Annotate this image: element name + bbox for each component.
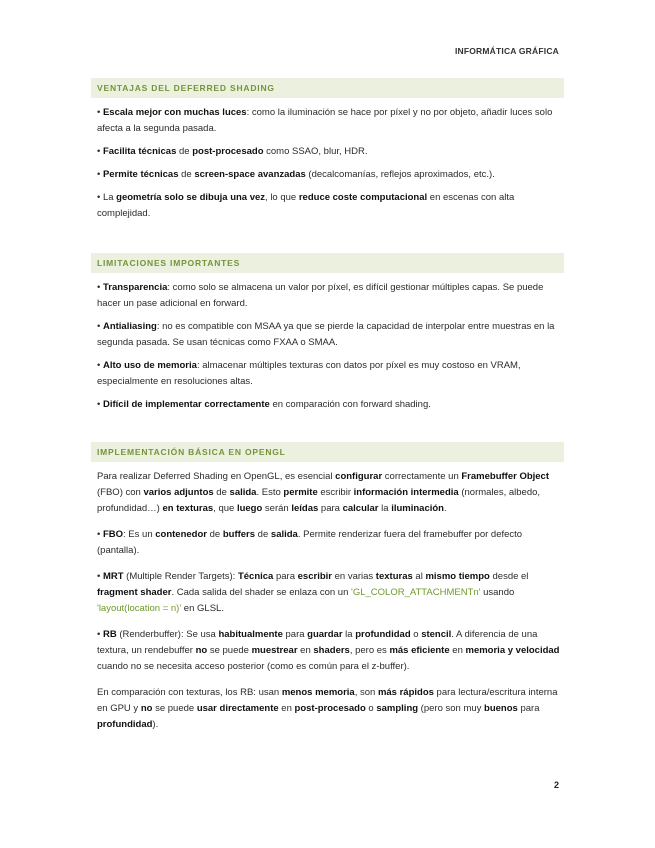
text-run: la [378,503,392,514]
text-run: para [282,629,308,640]
text-run: . Cada salida del shader se enlaza con un [171,587,352,598]
text-run: • La [97,192,117,203]
text-run: como SSAO, blur, HDR. [263,146,368,157]
text-run: de [206,529,223,540]
code-text: 'layout(location = n)' [97,603,182,614]
text-run: (decalcomanías, reflejos aproximados, etc.). [305,169,495,180]
bold-text: texturas [375,571,413,582]
bold-text: configurar [335,471,383,482]
text-run: • [97,282,103,293]
section-ventajas [91,78,564,229]
bold-text: escribir [297,571,332,582]
text-run: para lectura/escritura interna en GPU y [97,687,558,714]
bold-text: buenos [484,703,518,714]
text-run: de [213,487,230,498]
text-run: • [97,360,103,371]
bold-text: varios adjuntos [143,487,214,498]
text-run: • [97,321,103,332]
text-run: la [342,629,356,640]
section-limitaciones [91,253,564,420]
text-run: en GLSL. [181,603,224,614]
text-run: se puede [152,703,197,714]
text-run: en [297,645,314,656]
text-run: (normales, albedo, profundidad…) [97,487,541,514]
text-run: • [97,169,103,180]
text-run: (Renderbuffer): Se usa [116,629,219,640]
bold-text: más eficiente [389,645,450,656]
bold-text: permite [283,487,318,498]
bold-text: iluminación [391,503,444,514]
bold-text: screen-space avanzadas [194,169,306,180]
bold-text: Facilita técnicas [102,146,177,157]
bold-text: menos memoria [281,687,355,698]
paragraph [91,527,564,559]
bold-text: Técnica [237,571,274,582]
paragraph [91,167,564,183]
text-run: : almacenar múltiples texturas con datos por píxel es muy costoso en VRAM, especialmente en resoluciones altas. [97,360,521,387]
text-run: serán [262,503,292,514]
bold-text: habitualmente [218,629,283,640]
bold-text: salida [270,529,298,540]
section-heading: VENTAJAS DEL DEFERRED SHADING [91,78,564,98]
bold-text: fragment shader [97,587,172,598]
bold-text: mismo tiempo [425,571,490,582]
section-heading: LIMITACIONES IMPORTANTES [91,253,564,273]
text-run: o [365,703,377,714]
text-run: se puede [207,645,252,656]
paragraph [91,469,564,517]
text-run: • [97,146,103,157]
bold-text: Difícil de implementar correctamente [102,399,270,410]
text-run: : como solo se almacena un valor por píxel, es difícil gestionar múltiples capas. Se puede hacer un pase adicional en forward. [97,282,544,309]
paragraph [91,319,564,351]
bold-text: no [195,645,208,656]
bold-text: Framebuffer Object [461,471,550,482]
text-run: ). [152,719,159,730]
text-run: . A diferencia de una textura, un rendebuffer [97,629,538,656]
page-number: 2 [553,780,559,790]
bold-text: stencil [421,629,452,640]
bold-text: Alto uso de memoria [102,360,197,371]
section-body [91,469,564,733]
bold-text: RB [102,629,117,640]
text-run: en varias [331,571,376,582]
paragraph [91,358,564,390]
section-heading: IMPLEMENTACIÓN BÁSICA EN OPENGL [91,442,564,462]
text-run: en comparación con forward shading. [269,399,431,410]
text-run: en [449,645,466,656]
paragraph [91,569,564,617]
bold-text: buffers [222,529,256,540]
text-run: para [318,503,343,514]
bold-text: post-procesado [294,703,366,714]
text-run: • [97,629,103,640]
bold-text: no [140,703,153,714]
paragraph [91,397,564,413]
bold-text: leídas [291,503,319,514]
text-run: o [410,629,422,640]
text-run: al [412,571,426,582]
paragraph [91,280,564,312]
text-run: de [255,529,271,540]
bold-text: calcular [342,503,379,514]
paragraph [91,190,564,222]
bold-text: guardar [307,629,343,640]
bold-text: post-procesado [192,146,264,157]
bold-text: sampling [376,703,419,714]
text-run: , pero es [349,645,390,656]
bold-text: memoria y velocidad [465,645,560,656]
text-run: en escenas con alta complejidad. [97,192,515,219]
text-run: escribir [317,487,354,498]
bold-text: FBO [102,529,124,540]
text-run: . [443,503,447,514]
running-header: INFORMÁTICA GRÁFICA [454,46,559,56]
text-run: : como la iluminación se hace por píxel y no por objeto, añadir luces solo afecta a la segunda pasada. [97,107,553,134]
paragraph [91,144,564,160]
code-text: 'GL_COLOR_ATTACHMENTn' [351,587,481,598]
text-run: • [97,529,103,540]
section-body [91,280,564,413]
bold-text: información intermedia [353,487,459,498]
text-run: : Es un [123,529,156,540]
section-body [91,105,564,222]
bold-text: en texturas [162,503,214,514]
bold-text: luego [236,503,263,514]
text-run: , lo que [265,192,299,203]
bold-text: MRT [102,571,124,582]
bold-text: contenedor [155,529,207,540]
bold-text: Escala mejor con muchas luces [102,107,247,118]
bold-text: Antialiasing [102,321,157,332]
text-run: de [176,146,193,157]
bold-text: muestrear [251,645,298,656]
bold-text: profundidad [97,719,153,730]
text-run: para [517,703,540,714]
text-run: , que [213,503,237,514]
text-run: correctamente un [382,471,462,482]
text-run: , son [354,687,378,698]
text-run: para [273,571,298,582]
text-run: usando [480,587,515,598]
bold-text: shaders [313,645,350,656]
text-run: cuando no se necesita acceso posterior (como es común para el z-buffer). [97,661,410,672]
text-run: : no es compatible con MSAA ya que se pierde la capacidad de interpolar entre muestras en la segunda pasada. Se usan técnicas como FXAA o SMAA. [97,321,555,348]
bold-text: Permite técnicas [102,169,179,180]
text-run: (pero son muy [418,703,485,714]
bold-text: usar directamente [196,703,279,714]
text-run: de [178,169,195,180]
text-run: (FBO) con [97,487,144,498]
paragraph [91,685,564,733]
text-run: (Multiple Render Targets): [123,571,238,582]
bold-text: geometría solo se dibuja una vez [116,192,266,203]
text-run: desde el [489,571,529,582]
paragraph [91,105,564,137]
paragraph [91,627,564,675]
text-run: • [97,399,103,410]
text-run: En comparación con texturas, los RB: usan [97,687,282,698]
section-implementacion [91,442,564,740]
bold-text: más rápidos [377,687,434,698]
text-run: en [278,703,295,714]
text-run: • [97,107,103,118]
text-run: • [97,571,103,582]
bold-text: reduce coste computacional [298,192,428,203]
text-run: Para realizar Deferred Shading en OpenGL, es esencial [97,471,336,482]
bold-text: Transparencia [102,282,168,293]
bold-text: profundidad [355,629,411,640]
bold-text: salida [229,487,257,498]
text-run: . Permite renderizar fuera del framebuffer por defecto (pantalla). [97,529,523,556]
text-run: . Esto [256,487,284,498]
